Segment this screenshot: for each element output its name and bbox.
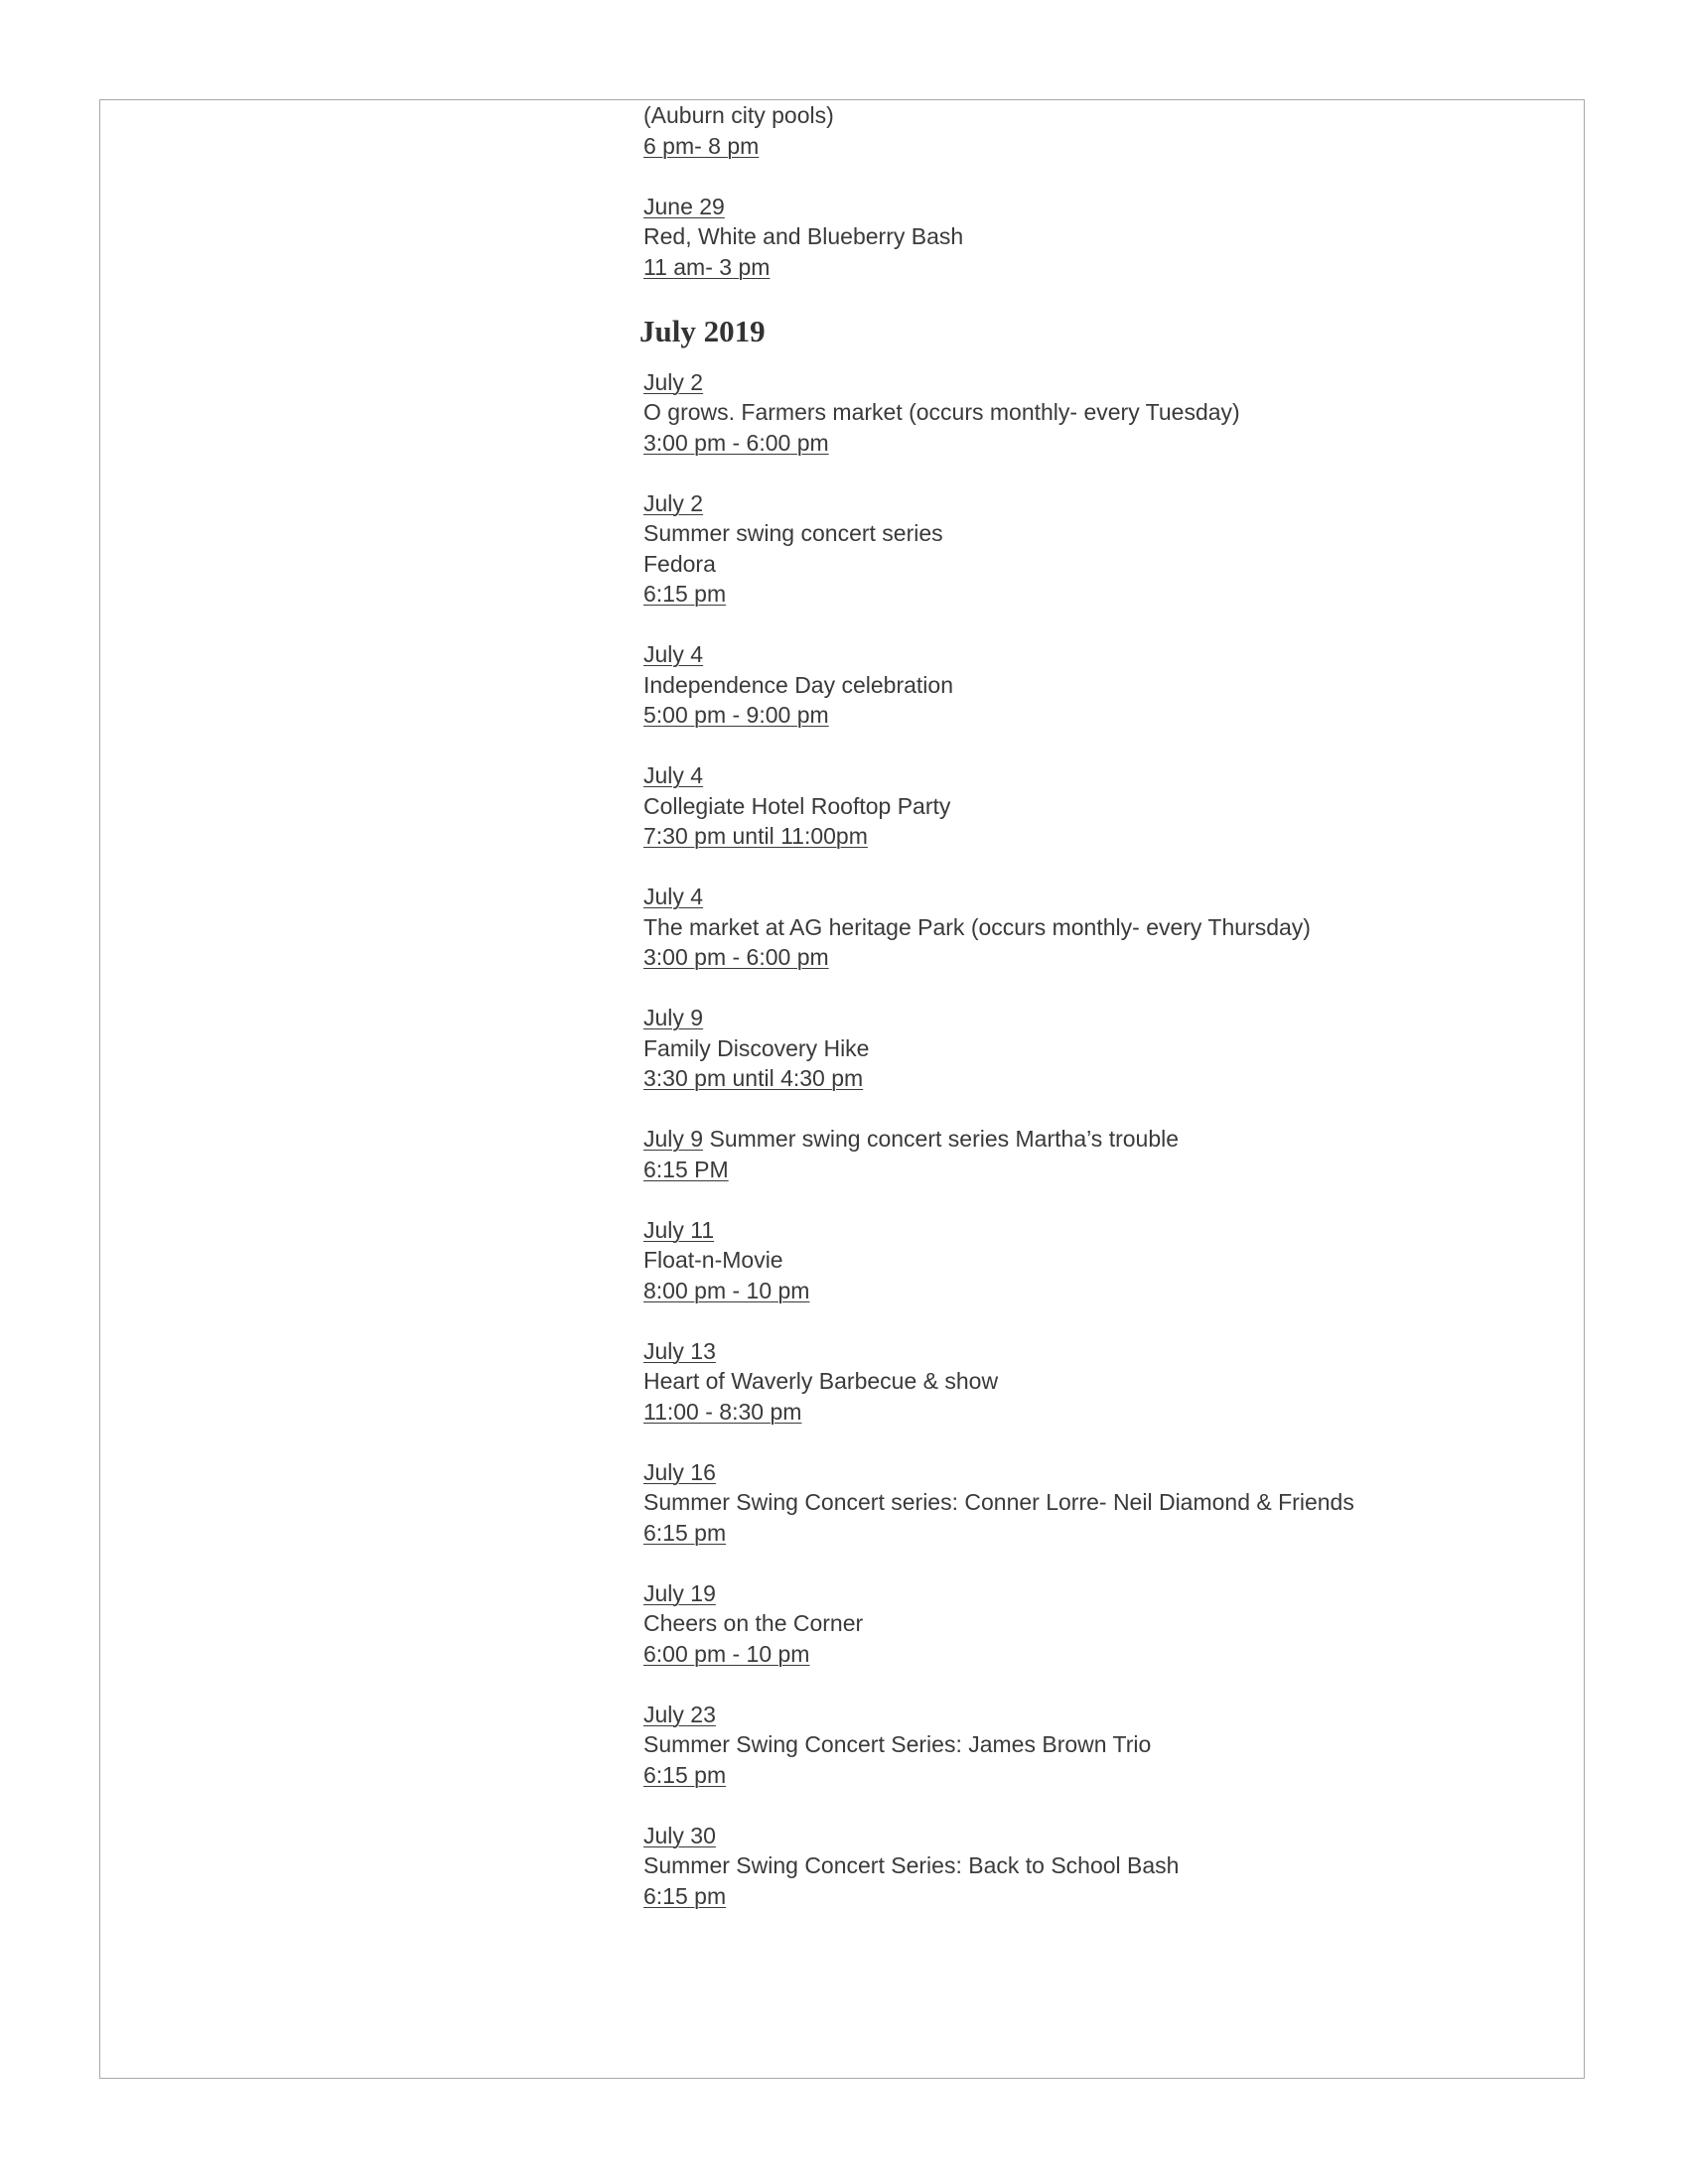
event-title: Family Discovery Hike bbox=[643, 1034, 870, 1061]
event-date: July 9 bbox=[643, 1126, 704, 1152]
event-item bbox=[643, 882, 1537, 973]
event-date: July 16 bbox=[643, 1458, 716, 1485]
event-date: June 29 bbox=[643, 193, 725, 219]
event-date: July 9 bbox=[643, 1005, 704, 1030]
event-time: 6:00 pm - 10 pm bbox=[643, 1640, 810, 1667]
event-item bbox=[643, 1215, 1537, 1306]
event-calendar bbox=[639, 100, 1537, 1942]
continued-event bbox=[643, 100, 1537, 161]
event-item bbox=[643, 1124, 1537, 1184]
event-date: July 4 bbox=[643, 762, 704, 788]
event-time: 6:15 pm bbox=[643, 1519, 727, 1546]
event-date: July 30 bbox=[643, 1822, 716, 1848]
event-location: (Auburn city pools) bbox=[643, 102, 834, 128]
event-time: 7:30 pm until 11:00pm bbox=[643, 823, 868, 849]
event-date: July 2 bbox=[643, 368, 704, 395]
event-title: Cheers on the Corner bbox=[643, 1610, 864, 1636]
event-title: Summer Swing Concert Series: Back to School Bash bbox=[643, 1852, 1180, 1878]
event-time: 6:15 pm bbox=[643, 1761, 727, 1788]
event-title: Summer swing concert series bbox=[643, 520, 943, 546]
event-title: Summer Swing Concert series: Conner Lorre- Neil Diamond & Friends bbox=[643, 1489, 1354, 1515]
event-time: 11:00 - 8:30 pm bbox=[643, 1398, 802, 1425]
event-time: 3:00 pm - 6:00 pm bbox=[643, 429, 829, 456]
event-item bbox=[643, 1336, 1537, 1428]
event-time: 8:00 pm - 10 pm bbox=[643, 1277, 810, 1303]
event-title: O grows. Farmers market (occurs monthly- every Tuesday) bbox=[643, 399, 1240, 425]
event-time: 11 am- 3 pm bbox=[643, 253, 771, 280]
event-performer: Fedora bbox=[643, 550, 716, 577]
event-date: July 13 bbox=[643, 1337, 716, 1364]
event-title: Float-n-Movie bbox=[643, 1247, 783, 1273]
event-time: 6 pm- 8 pm bbox=[643, 132, 760, 159]
event-item bbox=[643, 760, 1537, 852]
event-title: The market at AG heritage Park (occurs monthly- every Thursday) bbox=[643, 913, 1311, 940]
event-date: July 4 bbox=[643, 884, 704, 909]
event-title: Red, White and Blueberry Bash bbox=[643, 223, 964, 249]
event-item bbox=[643, 1821, 1537, 1912]
event-item bbox=[643, 1578, 1537, 1670]
event-time: 3:00 pm - 6:00 pm bbox=[643, 944, 829, 970]
event-date: July 23 bbox=[643, 1701, 716, 1727]
event-date: July 11 bbox=[643, 1216, 715, 1243]
event-item bbox=[643, 1003, 1537, 1094]
event-title: Summer swing concert series Martha’s trouble bbox=[703, 1126, 1180, 1152]
event-time: 3:30 pm until 4:30 pm bbox=[643, 1065, 864, 1091]
event-time: 6:15 pm bbox=[643, 581, 727, 607]
event-item bbox=[643, 367, 1537, 459]
event-june-29 bbox=[643, 192, 1537, 283]
event-title: Heart of Waverly Barbecue & show bbox=[643, 1368, 999, 1394]
event-item bbox=[643, 488, 1537, 610]
event-title: Collegiate Hotel Rooftop Party bbox=[643, 792, 951, 819]
event-time: 6:15 pm bbox=[643, 1882, 727, 1909]
event-item bbox=[643, 639, 1537, 731]
event-item bbox=[643, 1457, 1537, 1549]
event-date: July 2 bbox=[643, 489, 704, 516]
month-heading: July 2019 bbox=[639, 313, 766, 348]
event-time: 6:15 PM bbox=[643, 1156, 729, 1182]
event-date: July 4 bbox=[643, 641, 704, 667]
event-date: July 19 bbox=[643, 1579, 716, 1606]
event-title: Summer Swing Concert Series: James Brown Trio bbox=[643, 1731, 1152, 1757]
event-title: Independence Day celebration bbox=[643, 671, 954, 698]
event-time: 5:00 pm - 9:00 pm bbox=[643, 702, 829, 728]
event-item bbox=[643, 1700, 1537, 1791]
